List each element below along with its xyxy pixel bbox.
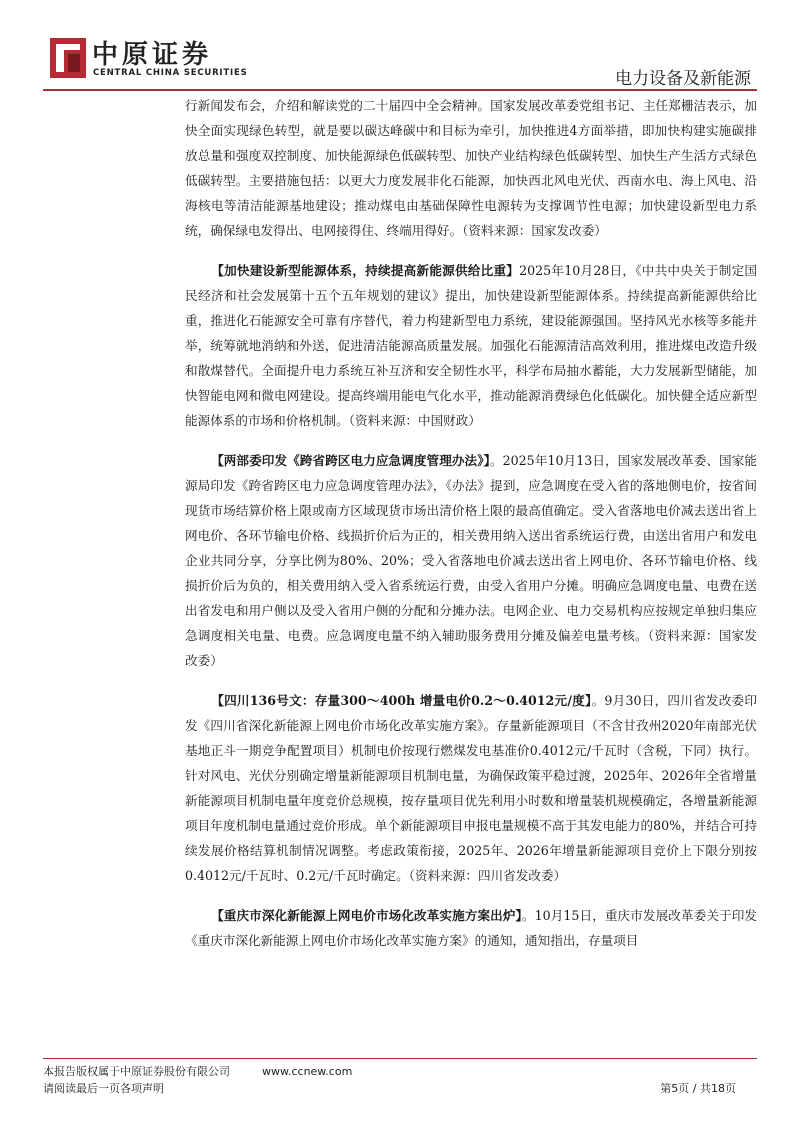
page-header [0,0,794,92]
paragraph-chongqing [185,903,757,953]
paragraph-heading: 【四川136号文：存量300～400h 增量电价0.2～0.4012元/度】 [211,693,592,708]
paragraph-news-conference [185,93,757,243]
logo-text-en: CENTRAL CHINA SECURITIES [93,68,248,78]
copyright-notice: 本报告版权属于中原证券股份有限公司 [43,1065,230,1078]
footer-divider [43,1058,757,1059]
logo-mark-icon [50,38,86,78]
paragraph-sichuan-136 [185,688,757,888]
paragraph-emergency-dispatch [185,448,757,673]
paragraph-heading: 【加快建设新型能源体系，持续提高新能源供给比重】 [211,263,520,278]
paragraph-new-energy-system [185,258,757,433]
footer-left [43,1063,230,1097]
header-divider [43,89,757,91]
section-title: 电力设备及新能源 [615,69,751,89]
logo-text-cn: 中原证券 [92,40,213,70]
report-body [185,93,757,953]
paragraph-text: 行新闻发布会，介绍和解读党的二十届四中全会精神。国家发展改革委党组书记、主任郑栅洁表示，加快全面实现绿色转型，就是要以碳达峰碳中和目标为牵引，加快推进4方面举措，即加快构建实施碳排放总量和强度双控制度、加快能源绿色低碳转型、加快产业结构绿色低碳转型、加快生产生活方式绿色低碳转型。主要措施包括：以更大力度发展非化石能源，加快西北风电光伏、西南水电、海上风电、沿海核电等清洁能源基地建设；推动煤电由基础保障性电源转为支撑调节性电源；加快建设新型电力系统，确保绿电发得出、电网接得住、终端用得好。（资料来源：国家发改委） [185,98,757,238]
paragraph-text: 。10月15日，重庆市发展改革委关于印发《重庆市深化新能源上网电价市场化改革实施方案》的通知，通知指出，存量项目 [185,908,757,948]
paragraph-text: 。2025年10月13日，国家发展改革委、国家能源局印发《跨省跨区电力应急调度管理办法》，《办法》提到，应急调度在受入省的落地侧电价，按省间现货市场结算价格上限或南方区域现货市场出清价格上限的最高值确定。受入省落地电价减去送出省上网电价、各环节输电价格、线损折价后为正的，相关费用纳入送出省系统运行费，由送出省用户和发电企业共同分享，分享比例为80%、20%；受入省落地电价减去送出省上网电价、各环节输电价格、线损折价后为负的，相关费用纳入受入省系统运行费，由受入省用户分摊。明确应急调度电量、电费在送出省发电和用户侧以及受入省用户侧的分配和分摊办法。电网企业、电力交易机构应按规定单独归集应急调度相关电量、电费。应急调度电量不纳入辅助服务费用分摊及偏差电量考核。（资料来源：国家发改委） [185,453,757,668]
paragraph-heading: 【两部委印发《跨省跨区电力应急调度管理办法》】 [211,453,490,468]
page-number: 第5页 / 共18页 [660,1082,736,1095]
paragraph-text: 。9月30日，四川省发改委印发《四川省深化新能源上网电价市场化改革实施方案》。存量新能源项目（不含甘孜州2020年南部光伏基地正斗一期竞争配置项目）机制电价按现行燃煤发电基准价0.4012元/千瓦时（含税，下同）执行。针对风电、光伏分别确定增量新能源项目机制电量，为确保政策平稳过渡，2025年、2026年全省增量新能源项目机制电量年度竞价总规模，按存量项目优先利用小时数和增量装机规模确定，各增量新能源项目年度机制电量通过竞价形成。单个新能源项目申报电量规模不高于其发电能力的80%，并结合可持续发展价格结算机制情况调整。考虑政策衔接，2025年、2026年增量新能源项目竞价上下限分别按0.4012元/千瓦时、0.2元/千瓦时确定。（资料来源：四川省发改委） [185,693,757,883]
paragraph-text: 2025年10月28日，《中共中央关于制定国民经济和社会发展第十五个五年规划的建议》提出，加快建设新型能源体系。持续提高新能源供给比重，推进化石能源安全可靠有序替代，着力构建新型电力系统，建设能源强国。坚持风光水核等多能并举，统筹就地消纳和外送，促进清洁能源高质量发展。加强化石能源清洁高效利用，推进煤电改造升级和散煤替代。全面提升电力系统互补互济和安全韧性水平，科学布局抽水蓄能，大力发展新型储能，加快智能电网和微电网建设。提高终端用能电气化水平，推动能源消费绿色化低碳化。加快健全适应新型能源体系的市场和价格机制。（资料来源：中国财政） [185,263,757,428]
website-link[interactable]: www.ccnew.com [262,1065,353,1078]
paragraph-heading: 【重庆市深化新能源上网电价市场化改革实施方案出炉】 [211,908,522,923]
disclaimer-note: 请阅读最后一页各项声明 [43,1082,164,1095]
